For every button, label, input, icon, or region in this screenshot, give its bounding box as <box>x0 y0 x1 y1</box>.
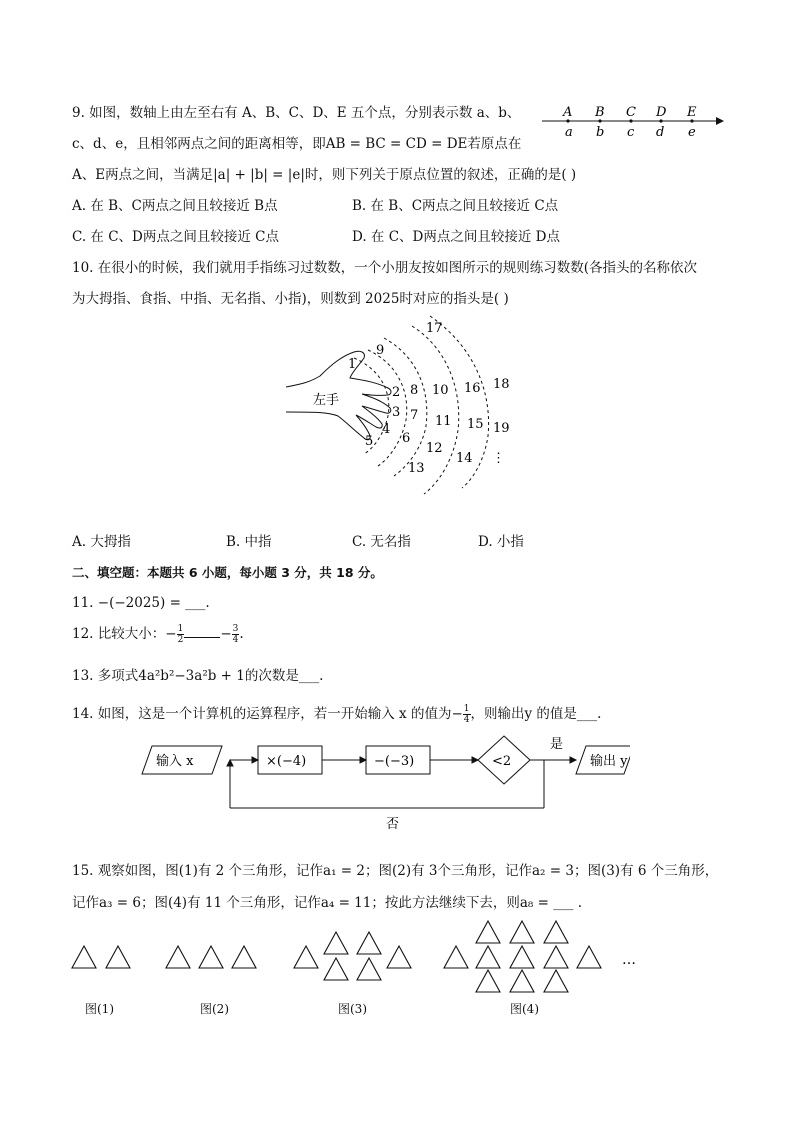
number-1: 1 <box>348 357 357 372</box>
q9-option-c: C. 在 C、D两点之间且较接近 C点 <box>72 229 279 245</box>
number-16: 16 <box>464 381 481 396</box>
label-B: B <box>595 105 605 120</box>
flow-condition-label: <2 <box>492 754 512 769</box>
number-6: 6 <box>402 431 411 446</box>
q15-line1: 15. 观察如图，图(1)有 2 个三角形，记作a₁ = 2；图(2)有 3个三角形，记作a₂ = 3；图(3)有 6 个三角形， <box>72 863 719 879</box>
q12-fraction-2: $\frac{3}{4}$ <box>232 624 239 645</box>
flow-yes-label: 是 <box>550 737 564 752</box>
q14-prefix: 14. 如图，这是一个计算机的运算程序，若一开始输入 x 的值为− <box>72 706 463 722</box>
figure-1-triangles <box>72 946 130 968</box>
q12-text <box>72 624 244 645</box>
q14-suffix: ，则输出y 的值是___. <box>470 706 602 722</box>
number-9: 9 <box>376 343 385 358</box>
number-4: 4 <box>382 422 391 437</box>
q12-answer-blank <box>184 637 220 638</box>
label-b: b <box>596 125 605 140</box>
q13-text: 13. 多项式4a²b²−3a²b + 1的次数是___. <box>72 668 324 684</box>
figures-ellipsis: … <box>622 952 636 968</box>
figure-3-triangles <box>294 932 411 980</box>
label-c: c <box>627 125 635 140</box>
number-13: 13 <box>408 461 425 476</box>
q9-option-d: D. 在 C、D两点之间且较接近 D点 <box>352 229 560 245</box>
number-10: 10 <box>432 383 449 398</box>
q9-line2: c、d、e，且相邻两点之间的距离相等，即AB = BC = CD = DE若原点在 <box>72 136 522 152</box>
figure-4-triangles <box>444 921 601 992</box>
number-18: 18 <box>493 377 510 392</box>
flow-input-label: 输入 x <box>156 754 194 769</box>
flow-step2-label: −(−3) <box>374 754 415 769</box>
q10-option-d: D. 小指 <box>478 534 524 550</box>
label-E: E <box>687 105 697 120</box>
q10-line2: 为大拇指、食指、中指、无名指、小指)，则数到 2025时对应的指头是( ) <box>72 291 509 307</box>
caption-fig1: 图(1) <box>85 1002 114 1016</box>
q9-line1: 9. 如图，数轴上由左至右有 A、B、C、D、E 五个点，分别表示数 a、b、 <box>72 105 521 121</box>
q11-text: 11. −(−2025) = ___. <box>72 595 210 611</box>
label-D: D <box>656 105 667 120</box>
number-8: 8 <box>410 383 419 398</box>
q10-line1: 10. 在很小的时候，我们就用手指练习过数数，一个小朋友按如图所示的规则练习数数(各指头的名称依次 <box>72 260 698 276</box>
number-5: 5 <box>365 434 374 449</box>
q9-option-a: A. 在 B、C两点之间且较接近 B点 <box>72 198 278 214</box>
q10-option-c: C. 无名指 <box>352 534 411 550</box>
number-11: 11 <box>435 414 452 429</box>
section2-title: 二、填空题：本题共 6 小题，每小题 3 分，共 18 分。 <box>72 565 383 580</box>
label-d: d <box>656 125 665 140</box>
caption-fig3: 图(3) <box>338 1002 367 1016</box>
label-e: e <box>688 125 696 140</box>
q12-suffix: . <box>239 626 244 642</box>
q15-line2: 记作a₃ = 6；图(4)有 11 个三角形，记作a₄ = 11；按此方法继续下去，则a₈ = ___ . <box>72 895 583 911</box>
number-7: 7 <box>410 408 419 423</box>
q12-fraction-1: $\frac{1}{2}$ <box>177 624 184 645</box>
number-14: 14 <box>456 451 473 466</box>
flow-no-label: 否 <box>386 817 400 832</box>
q12-middle: − <box>220 626 232 642</box>
q10-hand-figure <box>280 312 530 502</box>
label-A: A <box>563 105 573 120</box>
q12-prefix: 12. 比较大小：− <box>72 626 177 642</box>
q10-option-a: A. 大拇指 <box>72 534 131 550</box>
flow-output-label: 输出 y <box>590 754 628 769</box>
q10-option-b: B. 中指 <box>226 534 272 550</box>
number-19: 19 <box>493 421 510 436</box>
number-2: 2 <box>392 385 401 400</box>
number-17: 17 <box>426 321 443 336</box>
label-C: C <box>626 105 636 120</box>
q14-text <box>72 704 601 725</box>
q15-triangle-figures <box>70 918 650 994</box>
number-ellipsis: ⋮ <box>492 451 505 466</box>
q9-number-line <box>536 100 726 142</box>
q9-option-b: B. 在 B、C两点之间且较接近 C点 <box>352 198 559 214</box>
number-12: 12 <box>426 441 443 456</box>
q9-line3: A、E两点之间，当满足|a| + |b| = |e|时，则下列关于原点位置的叙述，正确的是( ) <box>72 167 577 183</box>
number-3: 3 <box>392 405 401 420</box>
figure-2-triangles <box>166 946 256 968</box>
number-15: 15 <box>467 417 484 432</box>
label-a: a <box>565 125 573 140</box>
q14-flowchart <box>140 730 630 834</box>
caption-fig4: 图(4) <box>510 1002 539 1016</box>
flow-step1-label: ×(−4) <box>266 754 307 769</box>
hand-label: 左手 <box>313 393 340 408</box>
finger-numbers <box>348 321 510 476</box>
caption-fig2: 图(2) <box>200 1002 229 1016</box>
q14-fraction: $\frac{1}{4}$ <box>463 704 470 725</box>
